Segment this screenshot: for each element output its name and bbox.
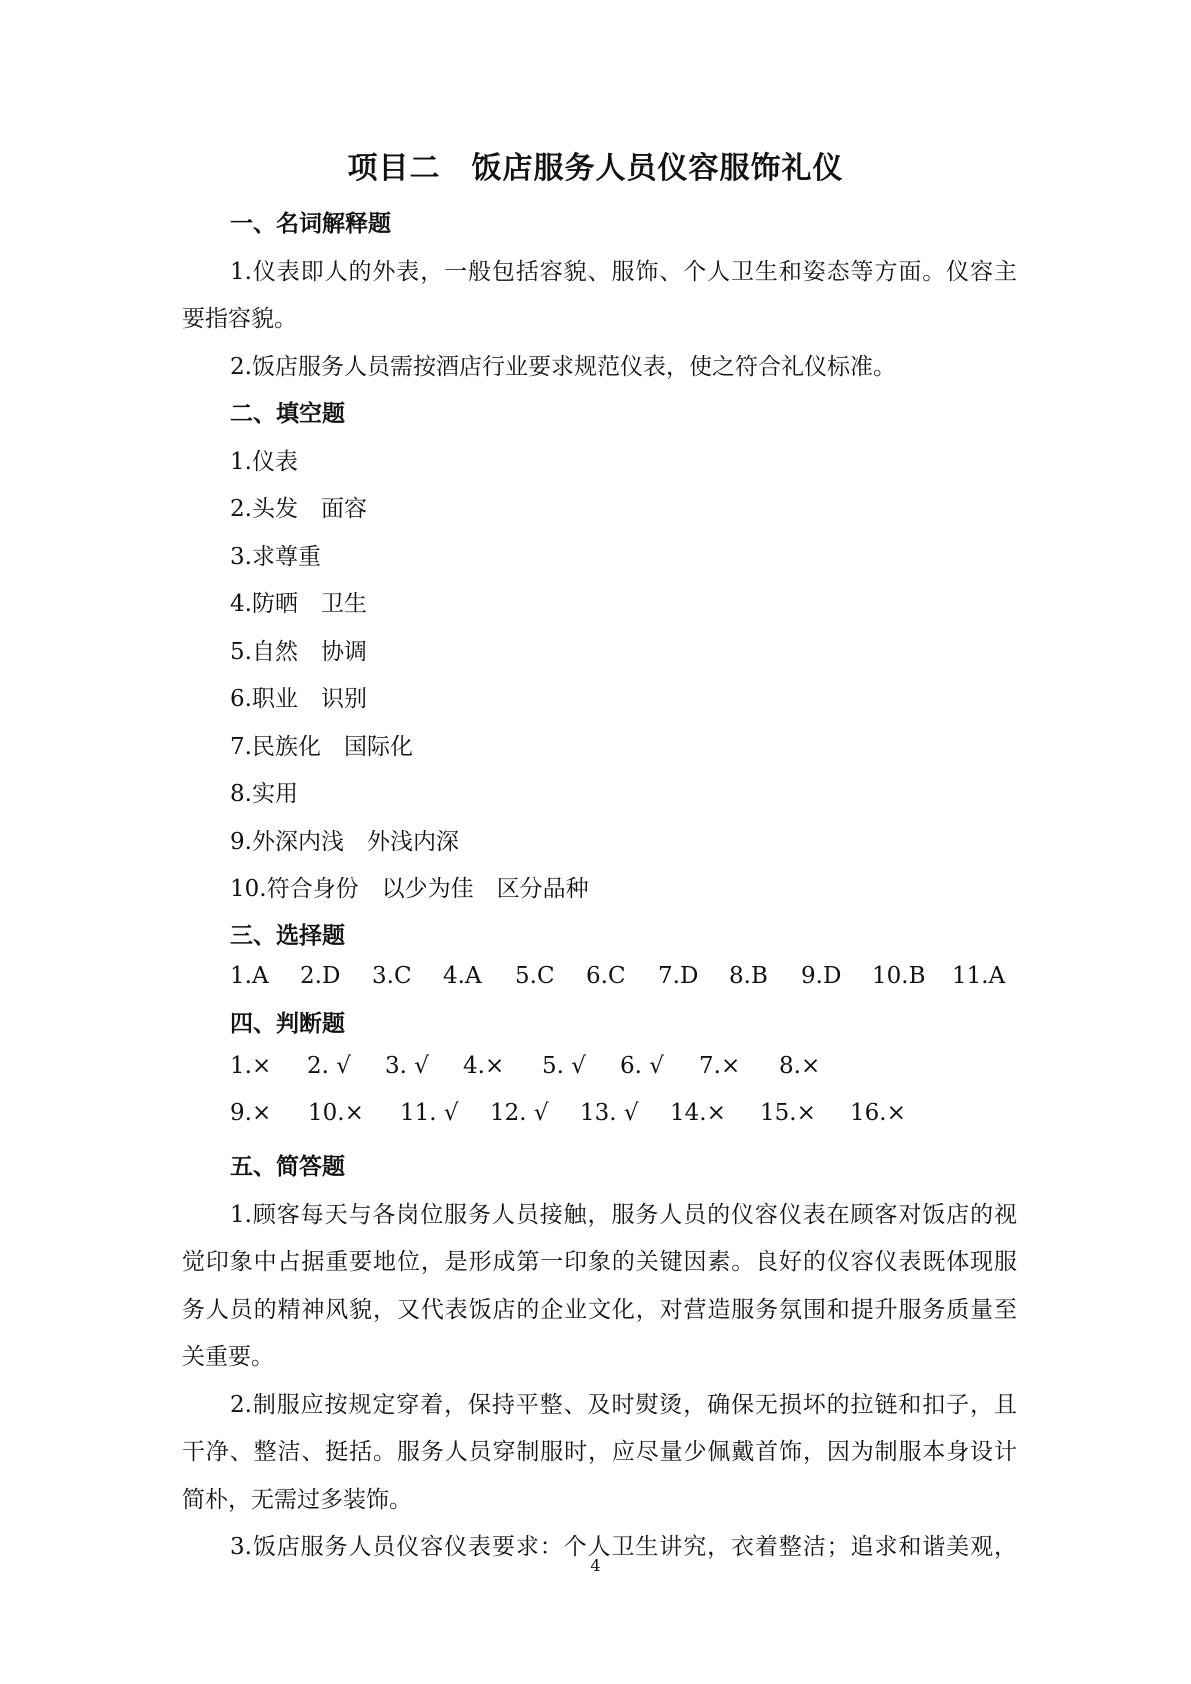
short-answer-2-line-1: 2.制服应按规定穿着，保持平整、及时熨烫，确保无损坏的拉链和扣子，且 [230,1392,1017,1418]
choice-answer: 6.C [586,963,626,989]
true-false-answer: 7.× [699,1053,741,1079]
true-false-answer: 4.× [463,1053,505,1079]
definition-1-line-2: 要指容貌。 [182,306,297,332]
short-answer-1-line-4: 关重要。 [182,1344,274,1370]
fill-blank-answer-4: 4.防晒 卫生 [230,591,367,617]
true-false-answer: 5. √ [542,1053,586,1079]
choice-answer: 3.C [372,963,412,989]
true-false-answer: 16.× [850,1100,906,1126]
short-answer-1-line-2: 觉印象中占据重要地位，是形成第一印象的关键因素。良好的仪容仪表既体现服 [182,1249,1017,1275]
true-false-answer: 14.× [670,1100,726,1126]
true-false-answer: 6. √ [620,1053,664,1079]
true-false-answer: 12. √ [490,1100,549,1126]
true-false-answer: 1.× [230,1053,272,1079]
choice-answer: 7.D [658,963,699,989]
fill-blank-answer-6: 6.职业 识别 [230,686,367,712]
choice-answer: 1.A [230,963,269,989]
true-false-answer: 11. √ [400,1100,459,1126]
short-answer-1-line-3: 务人员的精神风貌，又代表饭店的企业文化，对营造服务氛围和提升服务质量至 [182,1297,1017,1323]
true-false-answer: 8.× [779,1053,821,1079]
true-false-answer: 3. √ [385,1053,429,1079]
choice-answer: 9.D [801,963,842,989]
definition-2: 2.饭店服务人员需按酒店行业要求规范仪表，使之符合礼仪标准。 [230,354,896,380]
choice-answer: 11.A [952,963,1006,989]
true-false-answer: 2. √ [307,1053,351,1079]
page-title: 项目二 饭店服务人员仪容服饰礼仪 [347,151,844,186]
section-heading-short-answer: 五、简答题 [230,1153,345,1180]
fill-blank-answer-1: 1.仪表 [230,449,298,475]
choice-answer: 5.C [515,963,555,989]
true-false-answer: 13. √ [580,1100,639,1126]
section-heading-multiple-choice: 三、选择题 [230,922,345,949]
choice-answer: 4.A [443,963,482,989]
short-answer-3-line-1: 3.饭店服务人员仪容仪表要求：个人卫生讲究，衣着整洁；追求和谐美观， [230,1534,1017,1560]
true-false-answer: 9.× [230,1100,272,1126]
true-false-answer: 15.× [760,1100,816,1126]
choice-answer: 8.B [729,963,768,989]
fill-blank-answer-5: 5.自然 协调 [230,639,367,665]
fill-blank-answer-7: 7.民族化 国际化 [230,734,413,760]
section-heading-definitions: 一、名词解释题 [230,210,391,237]
section-heading-true-false: 四、判断题 [230,1010,345,1037]
fill-blank-answer-8: 8.实用 [230,781,298,807]
fill-blank-answer-10: 10.符合身份 以少为佳 区分品种 [230,876,589,902]
short-answer-2-line-2: 干净、整洁、挺括。服务人员穿制服时，应尽量少佩戴首饰，因为制服本身设计 [182,1439,1017,1465]
short-answer-2-line-3: 简朴，无需过多装饰。 [182,1487,412,1513]
fill-blank-answer-9: 9.外深内浅 外浅内深 [230,829,459,855]
definition-1-line-1: 1.仪表即人的外表，一般包括容貌、服饰、个人卫生和姿态等方面。仪容主 [230,259,1017,285]
choice-answer: 10.B [872,963,926,989]
fill-blank-answer-3: 3.求尊重 [230,544,321,570]
choice-answer: 2.D [300,963,341,989]
fill-blank-answer-2: 2.头发 面容 [230,496,367,522]
true-false-answer: 10.× [308,1100,364,1126]
short-answer-1-line-1: 1.顾客每天与各岗位服务人员接触，服务人员的仪容仪表在顾客对饭店的视 [230,1202,1017,1228]
section-heading-fill-blank: 二、填空题 [230,400,345,427]
page-number: 4 [590,1556,601,1575]
